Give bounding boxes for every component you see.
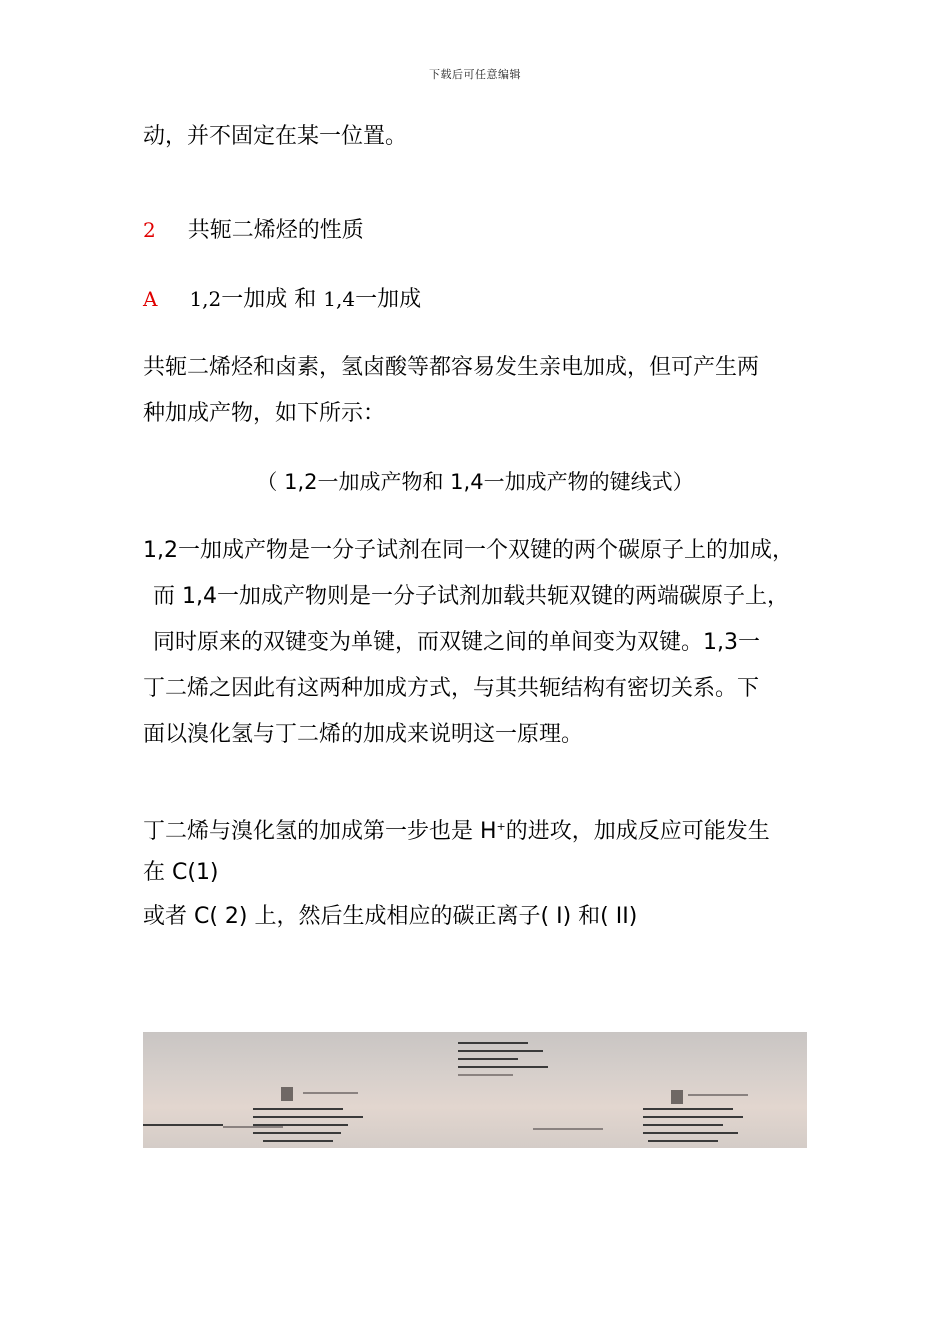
figure-stroke (643, 1124, 723, 1126)
paragraph-line: 或者 C( 2) 上，然后生成相应的碳正离子( I) 和( II) (143, 904, 638, 929)
page-header: 下载后可任意编辑 (429, 68, 521, 81)
figure-stroke (671, 1090, 683, 1104)
subsection-title-part: 1,4 (323, 287, 356, 311)
figure-stroke (458, 1066, 548, 1068)
figure-stroke (643, 1108, 733, 1110)
figure-stroke (458, 1042, 528, 1044)
subsection-letter: A (143, 287, 158, 311)
text-run: 丁二烯与溴化氢的加成第一步也是 H (143, 819, 497, 844)
paragraph-line: 丁二烯之因此有这两种加成方式，与其共轭结构有密切关系。下 (143, 676, 760, 701)
superscript-plus: + (496, 820, 506, 833)
figure-stroke (458, 1058, 518, 1060)
paragraph-line: 同时原来的双键变为单键，而双键之间的单间变为双键。1,3一 (153, 630, 760, 655)
figure-stroke (281, 1087, 293, 1101)
paragraph-line: 而 1,4一加成产物则是一分子试剂加载共轭双键的两端碳原子上， (153, 584, 789, 609)
figure-stroke (458, 1050, 543, 1052)
figure-stroke (688, 1094, 748, 1096)
subsection-title-part: 一加成 (355, 287, 422, 312)
figure-stroke (533, 1128, 603, 1130)
section-number: 2 (143, 218, 156, 242)
paragraph-line: 种加成产物，如下所示： (143, 401, 386, 426)
figure-stroke (143, 1124, 223, 1126)
figure-stroke (648, 1140, 718, 1142)
figure-stroke (253, 1116, 363, 1118)
subsection-title-part: 1,2 (189, 287, 222, 311)
figure-stroke (263, 1140, 333, 1142)
figure-stroke (253, 1108, 343, 1110)
subsection-heading (143, 284, 421, 315)
paragraph-line: 1,2一加成产物是一分子试剂在同一个双键的两个碳原子上的加成， (143, 538, 794, 563)
text-run: 的进攻，加成反应可能发生 (505, 819, 770, 844)
figure-stroke (253, 1132, 341, 1134)
figure-stroke (643, 1116, 743, 1118)
figure-stroke (643, 1132, 738, 1134)
formula-caption: （ 1,2一加成产物和 1,4一加成产物的键线式） (256, 470, 694, 494)
paragraph-continuation: 动，并不固定在某一位置。 (143, 124, 408, 149)
reaction-figure-image (143, 1032, 807, 1148)
paragraph-line: 面以溴化氢与丁二烯的加成来说明这一原理。 (143, 722, 584, 747)
figure-stroke (253, 1124, 348, 1126)
paragraph-line: 共轭二烯烃和卤素，氢卤酸等都容易发生亲电加成，但可产生两 (143, 355, 760, 380)
paragraph-line: 在 C(1) (143, 860, 219, 885)
figure-stroke (303, 1092, 358, 1094)
paragraph-line (143, 812, 770, 847)
section-heading (143, 215, 364, 246)
figure-stroke (223, 1126, 283, 1128)
figure-stroke (458, 1074, 513, 1076)
section-title: 共轭二烯烃的性质 (187, 218, 364, 243)
subsection-title-part: 一加成 和 (221, 287, 324, 312)
